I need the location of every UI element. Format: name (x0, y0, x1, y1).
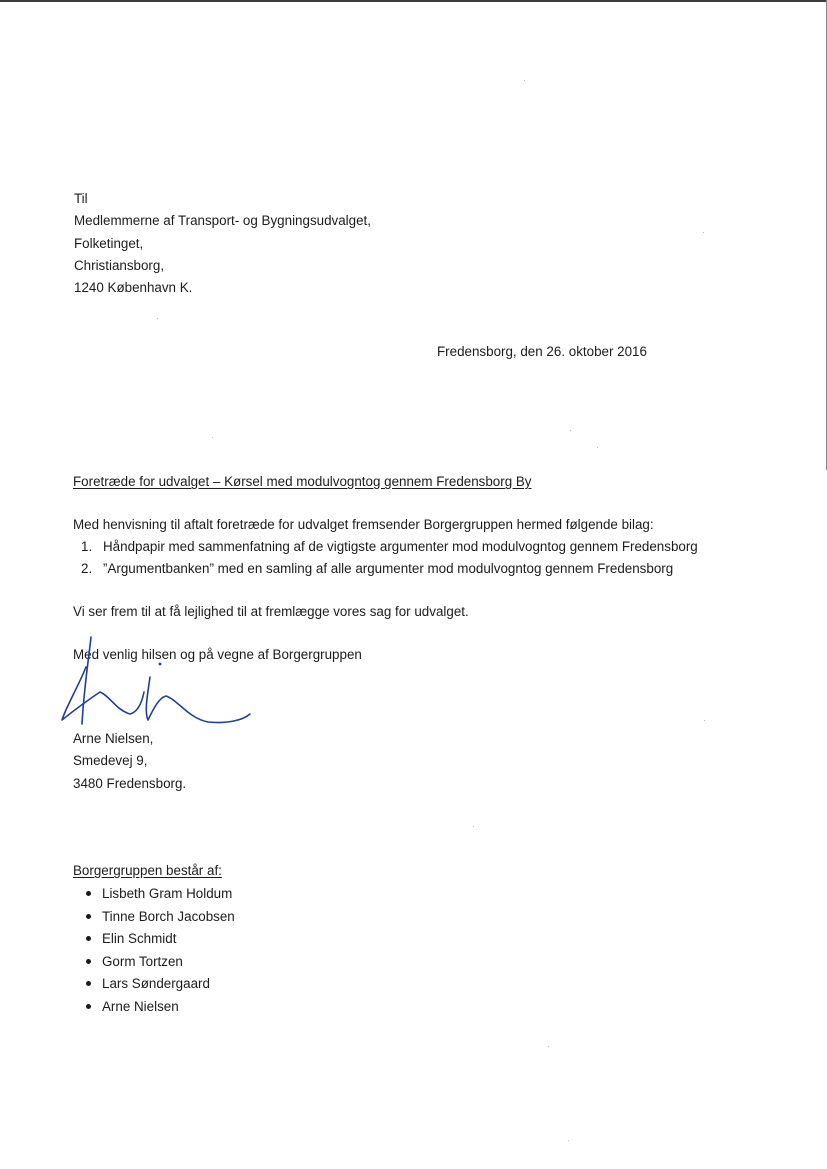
date-line: Fredensborg, den 26. oktober 2016 (437, 344, 647, 359)
recipient-line: Christiansborg, (74, 257, 165, 273)
recipient-line: 1240 København K. (74, 280, 193, 296)
attachment-number: 1. (81, 539, 93, 554)
recipient-address (74, 188, 371, 299)
bullet-icon (86, 1004, 91, 1009)
recipient-line: Medlemmerne af Transport- og Bygningsudvalget, (74, 213, 371, 229)
scan-speck (473, 826, 474, 827)
member-item: Lisbeth Gram Holdum (86, 883, 235, 906)
scan-speck (157, 318, 158, 319)
scan-speck (568, 1140, 569, 1141)
recipient-line: Til (74, 191, 88, 206)
members-heading: Borgergruppen består af: (73, 863, 222, 878)
greeting-line: Med venlig hilsen og på vegne af Borgergruppen (73, 647, 362, 662)
attachment-item (81, 536, 698, 558)
scan-speck (212, 437, 213, 438)
bullet-icon (86, 959, 91, 964)
subject-heading: Foretræde for udvalget – Kørsel med modulvogntog gennem Fredensborg By (73, 474, 532, 489)
attachment-text: ”Argumentbanken” med en samling af alle argumenter mod modulvogntog gennem Fredensborg (103, 561, 674, 577)
sender-line: 3480 Fredensborg. (73, 775, 187, 791)
closing-paragraph: Vi ser frem til at få lejlighed til at fremlægge vores sag for udvalget. (73, 604, 469, 619)
attachment-list (81, 536, 698, 581)
sender-line: Arne Nielsen, (73, 731, 154, 746)
bullet-icon (86, 981, 91, 986)
handwritten-signature (58, 632, 258, 732)
member-item: Elin Schmidt (86, 928, 235, 951)
scan-speck (703, 232, 704, 233)
attachment-number: 2. (81, 561, 93, 577)
bullet-icon (86, 914, 91, 919)
member-list (86, 883, 235, 1019)
recipient-line: Folketinget, (74, 235, 144, 251)
scan-speck (570, 430, 571, 431)
bullet-icon (86, 936, 91, 941)
member-item: Tinne Borch Jacobsen (86, 906, 235, 929)
scan-speck (548, 1046, 549, 1047)
member-item: Gorm Tortzen (86, 951, 235, 974)
scan-speck (524, 80, 525, 81)
scan-speck (597, 447, 598, 448)
bullet-icon (86, 891, 91, 896)
scan-speck (704, 720, 705, 721)
scan-top-edge (0, 0, 827, 2)
sender-line: Smedevej 9, (73, 753, 148, 769)
sender-address (73, 728, 186, 795)
member-item: Lars Søndergaard (86, 973, 235, 996)
attachment-item (81, 558, 698, 580)
member-item: Arne Nielsen (86, 996, 235, 1019)
intro-paragraph: Med henvisning til aftalt foretræde for udvalget fremsender Borgergruppen hermed følgende bilag: (73, 517, 654, 532)
attachment-text: Håndpapir med sammenfatning af de vigtigste argumenter mod modulvogntog gennem Fredensborg (103, 539, 698, 554)
